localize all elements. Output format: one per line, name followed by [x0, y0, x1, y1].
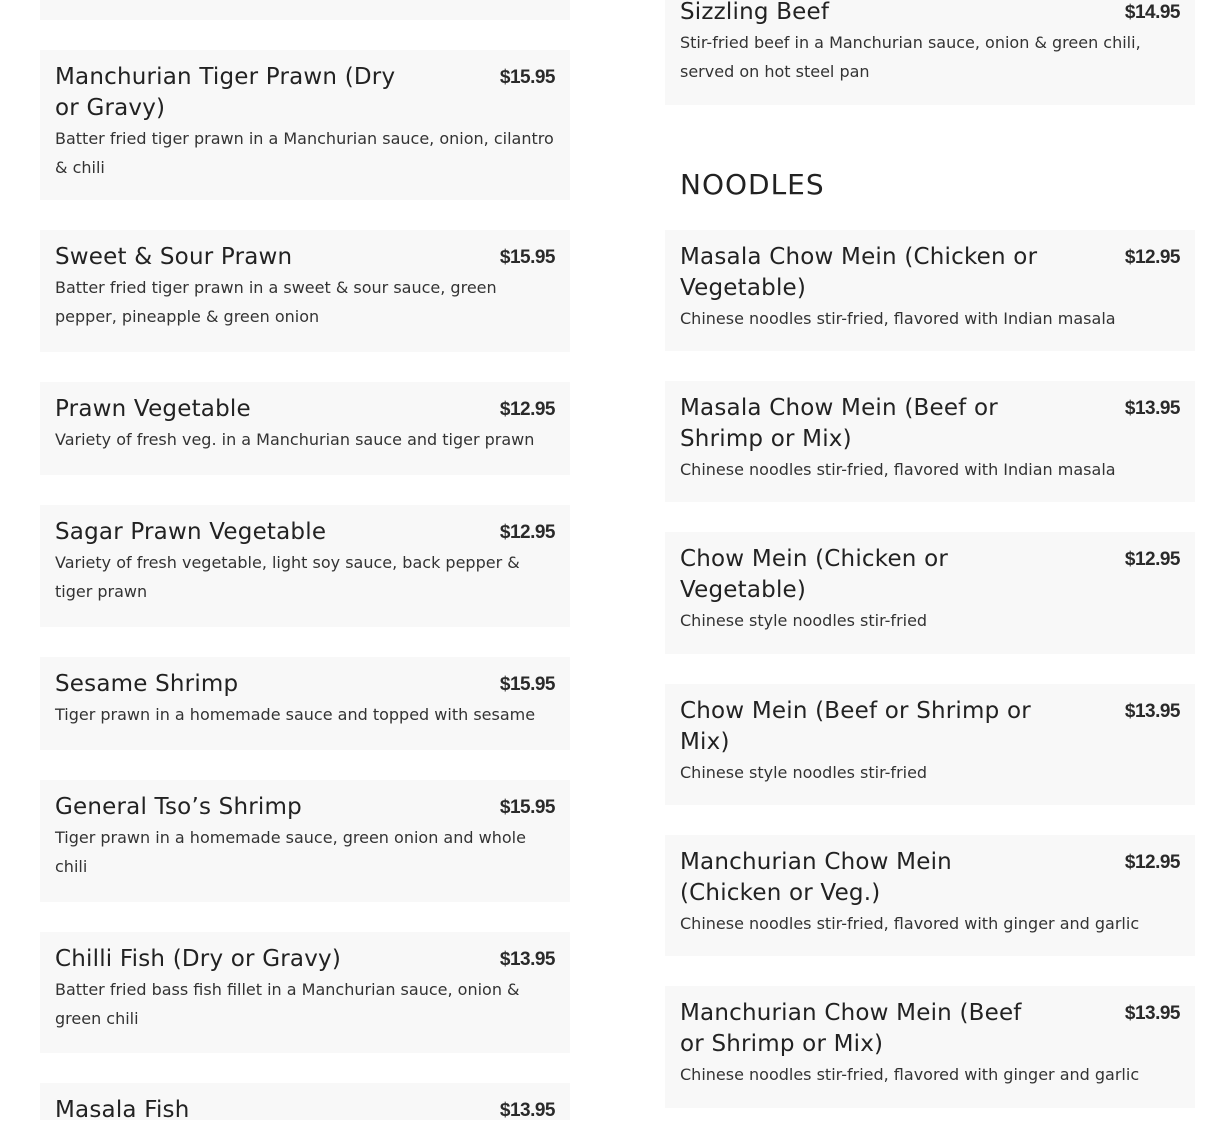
menu-item-price: $13.95 [1124, 1003, 1180, 1024]
menu-item-price: $13.95 [499, 1100, 555, 1121]
menu-item-card [40, 932, 570, 1053]
menu-item-description: Chinese style noodles stir-fried [680, 611, 928, 630]
menu-item-name: Manchurian Chow Mein (Beef or Shrimp or Mix) [680, 1000, 1022, 1057]
menu-item-card [665, 986, 1195, 1108]
menu-item-price: $12.95 [499, 522, 555, 543]
menu-item-header [55, 394, 555, 425]
menu-item-header [55, 517, 555, 548]
menu-item-description: Batter fried tiger prawn in a Manchurian sauce, onion, cilantro & chili [55, 129, 554, 177]
menu-item-description: Tiger prawn in a homemade sauce, green onion and whole chili [55, 828, 526, 876]
section-title-noodles: NOODLES [680, 168, 825, 201]
menu-item-header [55, 669, 555, 700]
menu-item-header [680, 696, 1180, 758]
menu-item-description: Chinese noodles stir-fried, flavored with Indian masala [680, 460, 1116, 479]
menu-item-price: $12.95 [1124, 549, 1180, 570]
menu-item-price: $14.95 [1124, 2, 1180, 23]
menu-item-header [680, 393, 1180, 455]
menu-item-header [55, 62, 555, 124]
menu-item-card [40, 657, 570, 750]
menu-item-header [680, 847, 1180, 909]
menu-item-name: Sizzling Beef [680, 0, 830, 25]
menu-item-description: Batter fried bass fish fillet in a Manchurian sauce, onion & green chili [55, 980, 520, 1028]
menu-item-header [55, 944, 555, 975]
menu-item-name: Masala Fish [55, 1097, 190, 1123]
menu-item-name: Sweet & Sour Prawn [55, 244, 293, 270]
menu-item-name: Sesame Shrimp [55, 671, 239, 697]
menu-item-price: $13.95 [1124, 398, 1180, 419]
menu-item-header [55, 1095, 555, 1126]
menu-item-header [55, 242, 555, 273]
menu-item-card [665, 381, 1195, 502]
left-menu-column [40, 0, 570, 1123]
menu-item-name: Manchurian Tiger Prawn (Dry or Gravy) [55, 64, 396, 121]
menu-item-price: $12.95 [499, 399, 555, 420]
menu-item-name: Prawn Vegetable [55, 396, 251, 422]
menu-item-description: Chinese style noodles stir-fried [680, 763, 928, 782]
menu-item-card [40, 780, 570, 902]
menu-item-description: Chinese noodles stir-fried, flavored with Indian masala [680, 309, 1116, 328]
menu-item-price: $12.95 [1124, 247, 1180, 268]
menu-item-description: Variety of fresh veg. in a Manchurian sauce and tiger prawn [55, 430, 535, 449]
menu-item-card [40, 50, 570, 200]
menu-item-description: Chinese noodles stir-fried, flavored with ginger and garlic [680, 914, 1140, 933]
menu-item-price: $13.95 [499, 949, 555, 970]
menu-item-card [665, 230, 1195, 351]
menu-item-name: Chow Mein (Chicken or Vegetable) [680, 546, 949, 603]
menu-item-card [40, 1083, 570, 1123]
menu-item-name: Chilli Fish (Dry or Gravy) [55, 946, 341, 972]
menu-item-name: Chow Mein (Beef or Shrimp or Mix) [680, 698, 1031, 755]
menu-item-header [680, 998, 1180, 1060]
menu-item-price: $15.95 [499, 797, 555, 818]
menu-item-name: Masala Chow Mein (Beef or Shrimp or Mix) [680, 395, 998, 452]
menu-item-price: $15.95 [499, 674, 555, 695]
menu-item-card [40, 382, 570, 475]
menu-item-card [665, 835, 1195, 956]
right-menu-column [665, 0, 1195, 1120]
menu-item-description: Chinese noodles stir-fried, flavored with ginger and garlic [680, 1065, 1140, 1084]
menu-item-header [680, 242, 1180, 304]
menu-item-description: Stir-fried beef in a Manchurian sauce, onion & green chili, served on hot steel pan [680, 33, 1141, 81]
menu-item-description: Variety of fresh vegetable, light soy sauce, back pepper & tiger prawn [55, 553, 520, 601]
menu-item-name: Manchurian Chow Mein (Chicken or Veg.) [680, 849, 952, 906]
menu-item-card [40, 0, 570, 20]
menu-item-card [665, 0, 1195, 105]
menu-item-description: Batter fried tiger prawn in a sweet & sour sauce, green pepper, pineapple & green onion [55, 278, 497, 326]
menu-item-header [55, 792, 555, 823]
menu-item-card [40, 230, 570, 352]
menu-item-card [665, 684, 1195, 805]
menu-item-name: Masala Chow Mein (Chicken or Vegetable) [680, 244, 1038, 301]
menu-item-description: Tiger prawn in a homemade sauce and topped with sesame [55, 705, 536, 724]
menu-item-card [665, 532, 1195, 654]
menu-item-name: Sagar Prawn Vegetable [55, 519, 327, 545]
menu-item-header [680, 0, 1180, 28]
menu-item-price: $15.95 [499, 67, 555, 88]
menu-item-price: $13.95 [1124, 701, 1180, 722]
menu-item-card [40, 505, 570, 627]
menu-item-header [680, 544, 1180, 606]
menu-item-price: $15.95 [499, 247, 555, 268]
menu-item-name: General Tso’s Shrimp [55, 794, 302, 820]
menu-item-price: $12.95 [1124, 852, 1180, 873]
